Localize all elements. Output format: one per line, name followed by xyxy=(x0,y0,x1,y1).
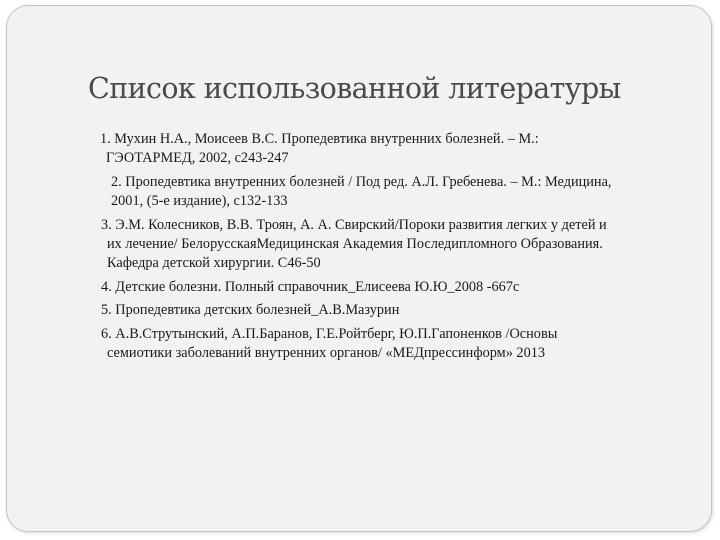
reference-item xyxy=(101,325,681,363)
reference-line: 2. Пропедевтика внутренних болезней / Под ред. А.Л. Гребенева. – М.: Медицина, xyxy=(111,173,612,190)
reference-line: 6. А.В.Струтынский, А.П.Баранов, Г.Е.Ройтберг, Ю.П.Гапоненков /Основы xyxy=(101,325,558,342)
reference-line: 4. Детские болезни. Полный справочник_Елисеева Ю.Ю_2008 -667с xyxy=(101,278,520,295)
reference-line: семиотики заболеваний внутренних органов/ «МЕДпрессинформ» 2013 xyxy=(107,344,546,361)
reference-line: 3. Э.М. Колесников, В.В. Троян, А. А. Свирский/Пороки развития легких у детей и xyxy=(101,216,607,233)
reference-list xyxy=(101,130,681,368)
reference-item xyxy=(101,301,681,320)
reference-line: Кафедра детской хирургии. С46-50 xyxy=(107,255,321,271)
slide-title: Список использованной литературы xyxy=(88,72,621,105)
reference-line: 1. Мухин Н.А., Моисеев В.С. Пропедевтика внутренних болезней. – М.: xyxy=(100,131,539,147)
reference-line: их лечение/ БелорусскаяМедицинская Академия Последипломного Образования. xyxy=(107,235,603,252)
reference-line: ГЭОТАРМЕД, 2002, с243-247 xyxy=(106,150,289,167)
reference-item xyxy=(101,216,681,274)
reference-line: 5. Пропедевтика детских болезней_А.В.Мазурин xyxy=(101,302,400,319)
reference-item xyxy=(111,173,681,211)
reference-line: 2001, (5-е издание), с132-133 xyxy=(111,193,288,209)
slide xyxy=(6,5,712,532)
reference-item xyxy=(100,130,681,168)
reference-item xyxy=(101,278,681,297)
